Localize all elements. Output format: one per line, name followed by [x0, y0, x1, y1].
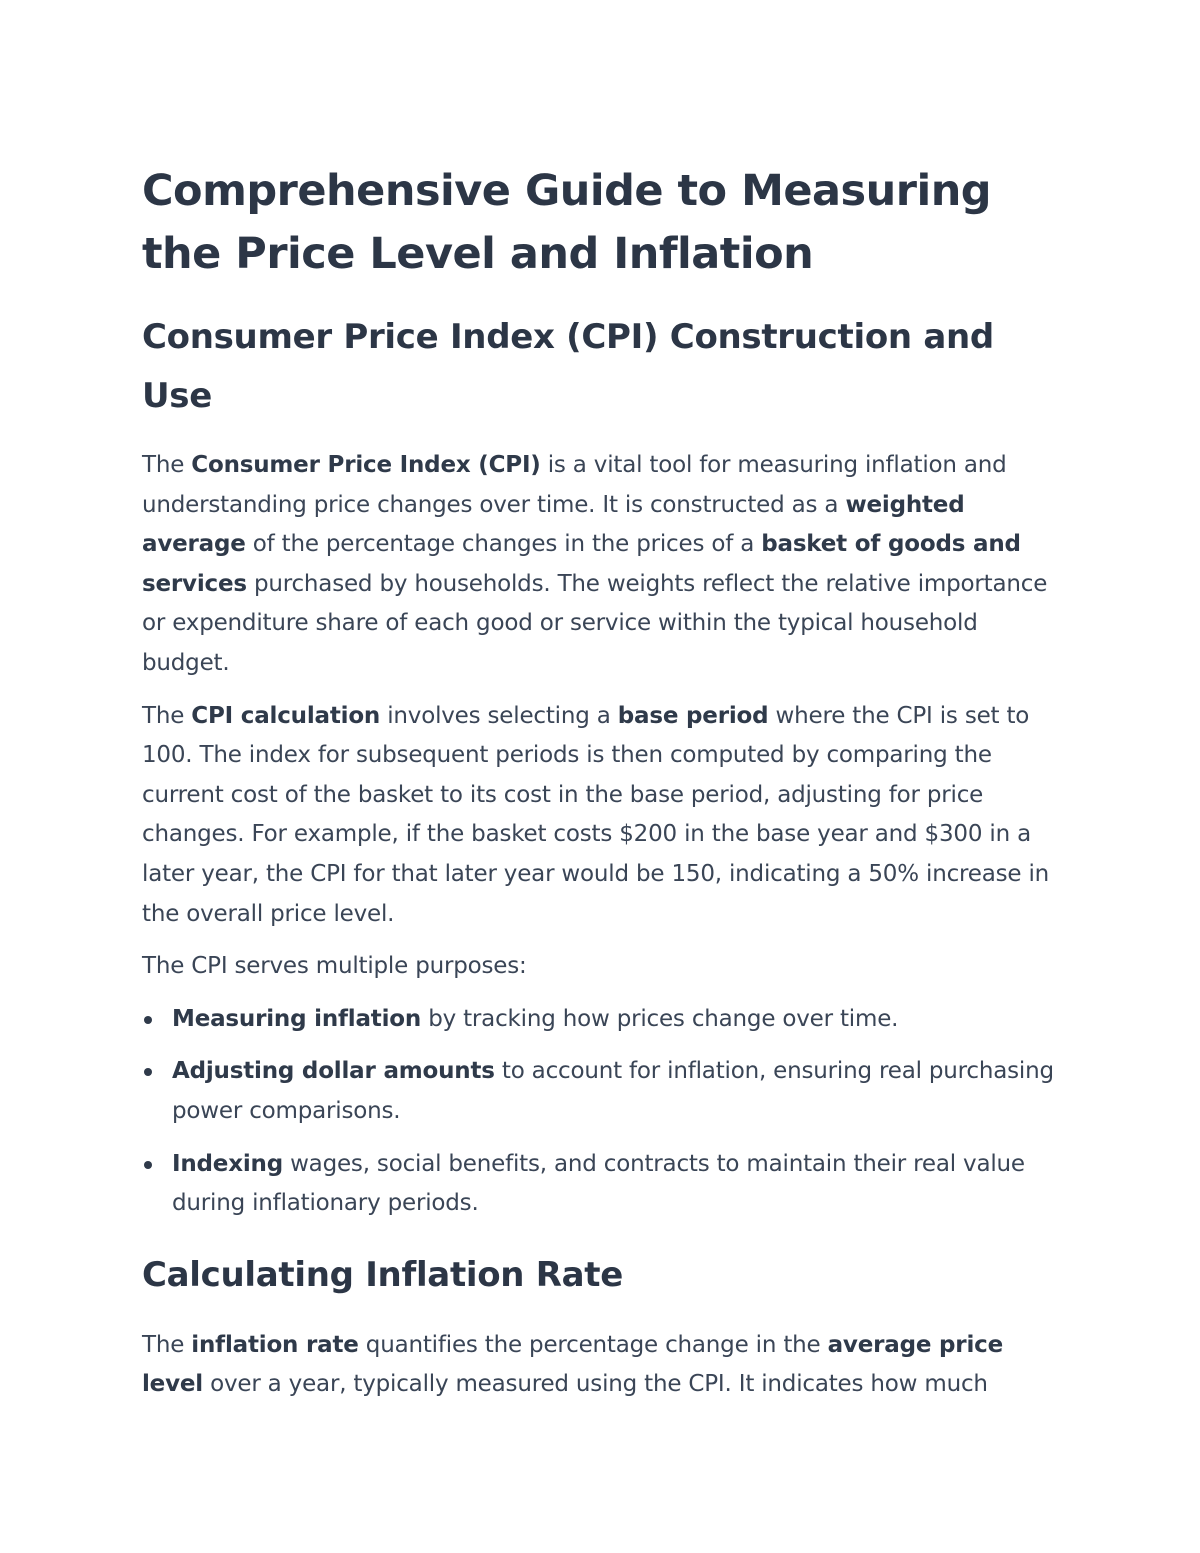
bold-term: Measuring inflation: [172, 1005, 422, 1032]
bold-term: Consumer Price Index (CPI): [191, 452, 541, 478]
text-run: by tracking how prices change over time.: [421, 1005, 899, 1032]
text-run: quantifies the percentage change in the: [358, 1331, 828, 1358]
list-item: [142, 1000, 1060, 1040]
text-run: The: [142, 702, 192, 729]
cpi-paragraph-2: [142, 697, 1060, 935]
bullet-icon: [144, 1068, 152, 1076]
text-run: The: [142, 1331, 192, 1358]
text-run: The: [142, 452, 192, 478]
text-run: wages, social benefits, and contracts to maintain their real value during inflationary periods.: [172, 1150, 1025, 1217]
bold-term: average price level: [142, 1331, 1003, 1398]
text-run: involves selecting a: [380, 702, 618, 729]
text-run: purchased by households. The weights reflect the relative importance or expenditure share of each good or service within the typical household budget.: [142, 570, 1048, 676]
document-title: Comprehensive Guide to Measuring the Price Level and Inflation: [142, 166, 992, 279]
text-run: of the percentage changes in the prices of a: [245, 531, 762, 558]
bold-term: Indexing: [172, 1150, 283, 1177]
bold-term: weighted average: [142, 491, 965, 558]
section-heading-inflation-rate: Calculating Inflation Rate: [142, 1254, 623, 1295]
bullet-icon: [144, 1016, 152, 1024]
text-run: where the CPI is set to 100. The index for subsequent periods is then computed by comparing the current cost of the basket to its cost in the base period, adjusting for price changes. For example, if the basket costs $200 in the base year and $300 in a later year, the CPI for that later year would be 150, indicating a 50% increase in the overall price level.: [142, 702, 1050, 927]
cpi-paragraph-1: [142, 446, 1060, 684]
cpi-purposes-list: [142, 1000, 1060, 1224]
text-run: is a vital tool for measuring inflation and understanding price changes over time. It is constructed as a: [142, 452, 1007, 518]
list-item: [142, 1145, 1060, 1224]
bold-term: Adjusting dollar amounts: [172, 1058, 495, 1085]
bullet-icon: [144, 1161, 152, 1169]
text-run: over a year, typically measured using the CPI. It indicates how much: [202, 1371, 988, 1398]
text-run: to account for inflation, ensuring real purchasing power comparisons.: [172, 1058, 1054, 1124]
inflation-paragraph-1: [142, 1326, 1060, 1405]
list-item: [142, 1052, 1060, 1131]
bold-term: base period: [617, 702, 769, 729]
bold-term: basket of goods and services: [142, 531, 1021, 597]
bold-term: CPI calculation: [191, 702, 381, 729]
document-page: [142, 160, 1060, 1405]
bold-term: inflation rate: [191, 1331, 359, 1358]
cpi-paragraph-3: The CPI serves multiple purposes:: [142, 953, 527, 980]
section-heading-cpi: Consumer Price Index (CPI) Construction and Use: [142, 317, 994, 416]
